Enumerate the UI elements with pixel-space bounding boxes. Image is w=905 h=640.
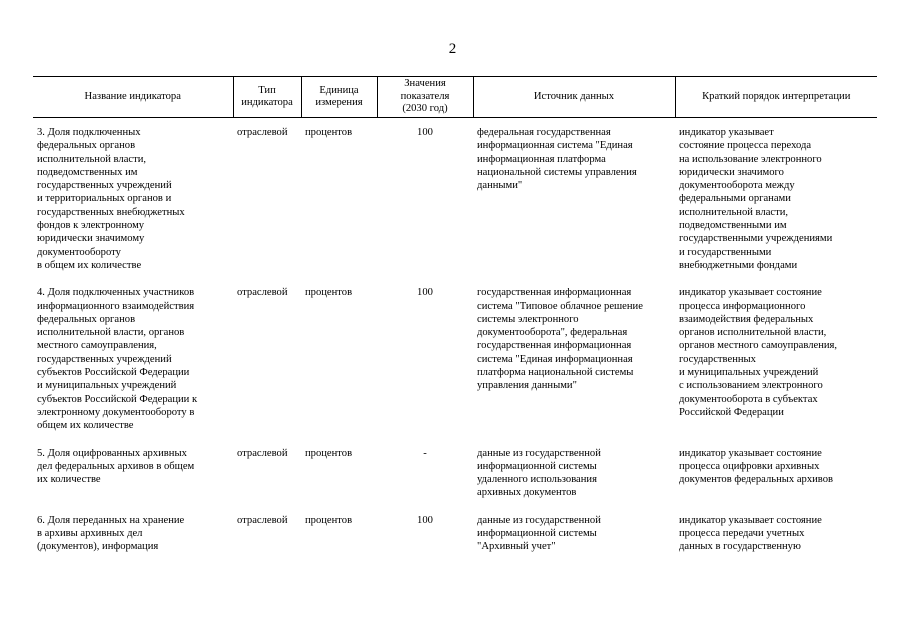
- interpretation-cell: индикатор указывает состояние процесса перехода на использование электронного юридически значимого документооборота между федеральными органами исполнительной власти, подведомственными им государственными учреждениями и государственными внебюджетными фондами: [679, 127, 833, 271]
- table-row: [33, 514, 877, 554]
- header-target-value: Значения показателя (2030 год): [377, 77, 473, 118]
- data-source-cell: данные из государственной информационной системы "Архивный учет": [477, 514, 601, 553]
- target-value-cell: 100: [417, 514, 433, 526]
- indicator-type-cell: отраслевой: [237, 287, 288, 299]
- header-indicator-name: Название индикатора: [33, 77, 233, 118]
- indicator-name-cell: 3. Доля подключенных федеральных органов исполнительной власти, подведомственных им государственных учреждений и территориальных органов и государственных внебюджетных фондов к электронному юридически значимому документообороту в общем их количестве: [37, 127, 185, 271]
- data-source-cell: государственная информационная система "Типовое облачное решение системы электронного документооборота", федеральная государственная информационная система "Единая информационная платформа национальной системы управления данными": [477, 287, 643, 392]
- interpretation-cell: индикатор указывает состояние процесса передачи учетных данных в государственную: [679, 514, 822, 553]
- indicator-type-cell: отраслевой: [237, 127, 288, 138]
- row-spacer: [33, 272, 877, 286]
- indicator-type-cell: отраслевой: [237, 514, 288, 526]
- page-number: 2: [448, 41, 457, 57]
- header-unit: Единица измерения: [301, 77, 377, 118]
- indicator-type-cell: отраслевой: [237, 447, 288, 459]
- unit-cell: процентов: [305, 514, 353, 526]
- unit-cell: процентов: [305, 447, 353, 459]
- table-row: [33, 118, 877, 273]
- indicators-table: [33, 76, 877, 554]
- target-value-cell: 100: [417, 127, 433, 138]
- table-row: [33, 286, 877, 432]
- header-indicator-type: Тип индикатора: [233, 77, 301, 118]
- data-source-cell: данные из государственной информационной системы удаленного использования архивных документов: [477, 447, 601, 499]
- target-value-cell: -: [423, 447, 427, 459]
- header-data-source: Источник данных: [473, 77, 675, 118]
- table-header-row: [33, 77, 877, 118]
- unit-cell: процентов: [305, 127, 353, 138]
- interpretation-cell: индикатор указывает состояние процесса информационного взаимодействия федеральных органов исполнительной власти, органов местного самоуправления, государственных и муниципальных учреждений с использованием электронного документооборота в субъектах Российской Федерации: [679, 287, 838, 418]
- data-source-cell: федеральная государственная информационная система "Единая информационная платформа национальной системы управления данными": [477, 127, 637, 192]
- unit-cell: процентов: [305, 287, 353, 299]
- target-value-cell: 100: [417, 287, 433, 299]
- row-spacer: [33, 500, 877, 514]
- indicator-name-cell: 4. Доля подключенных участников информационного взаимодействия федеральных органов исполнительной власти, органов местного самоуправления, государственных учреждений субъектов Российской Федерации и муниципальных учреждений субъектов Российской Федерации к электронному документообороту в общем их количестве: [37, 287, 198, 432]
- row-spacer: [33, 433, 877, 447]
- header-interpretation: Краткий порядок интерпретации: [675, 77, 877, 118]
- table-row: [33, 447, 877, 500]
- indicator-name-cell: 5. Доля оцифрованных архивных дел федеральных архивов в общем их количестве: [37, 447, 195, 486]
- interpretation-cell: индикатор указывает состояние процесса оцифровки архивных документов федеральных архивов: [679, 447, 834, 486]
- indicator-name-cell: 6. Доля переданных на хранение в архивы архивных дел (документов), информация: [37, 514, 185, 553]
